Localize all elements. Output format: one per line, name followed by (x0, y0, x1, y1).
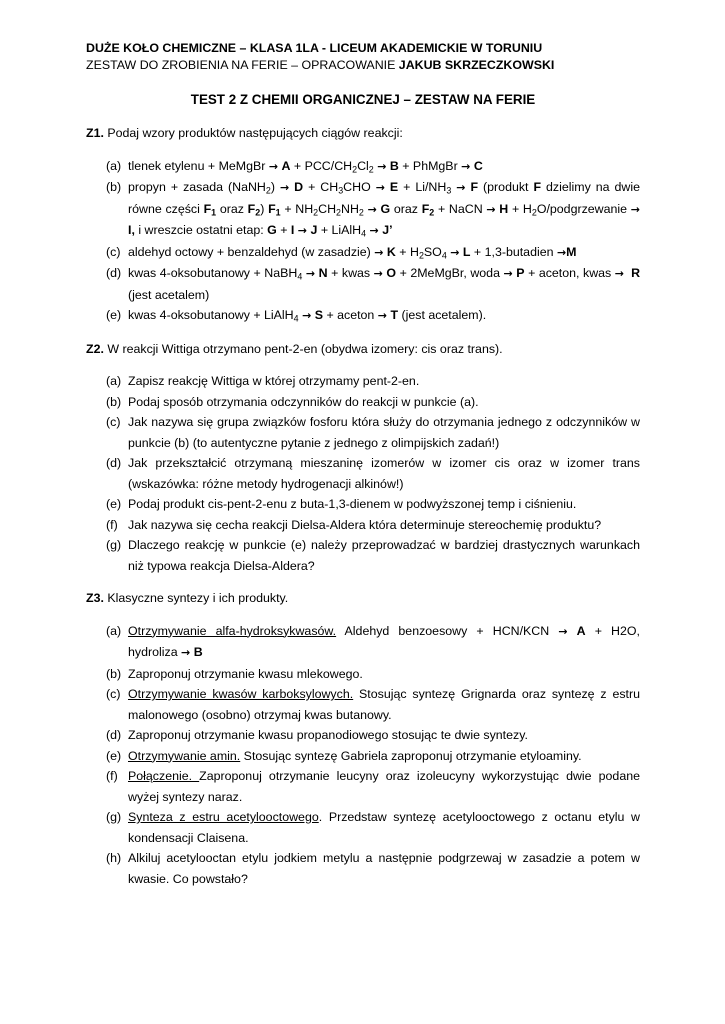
arrow-icon: → (450, 245, 460, 259)
item-label: (e) (106, 308, 122, 322)
list-item (86, 371, 640, 392)
arrow-icon: → (486, 202, 496, 216)
list-item (86, 453, 640, 494)
list-item (86, 392, 640, 413)
item-topic: Synteza z estru acetylooctowego (128, 810, 319, 824)
list-item (86, 515, 640, 536)
header-author: JAKUB SKRZECZKOWSKI (398, 58, 555, 72)
item-label: (g) (106, 810, 122, 824)
arrow-icon: → (461, 159, 471, 173)
item-label: (h) (106, 851, 122, 865)
document-header (86, 40, 640, 74)
item-label: (d) (106, 456, 122, 470)
item-topic: Połączenie. (128, 769, 200, 783)
item-text: Podaj sposób otrzymania odczynników do reakcji w punkcie (a). (128, 394, 479, 409)
list-item (86, 807, 640, 848)
question-z1-items (86, 156, 640, 327)
item-body: Stosując syntezę Grignarda oraz syntezę z estru malonowego (osobno) otrzymaj kwas butanowy. (128, 687, 641, 722)
item-label: (c) (106, 687, 121, 701)
list-item (86, 535, 640, 576)
arrow-icon: → (302, 309, 312, 322)
item-text: aldehyd octowy + benzaldehyd (w zasadzie) → $K + H_2SO_4 \to L$ + 1,3-butadien →M (128, 244, 577, 260)
arrow-icon: → (377, 159, 387, 173)
item-label: (a) (106, 374, 122, 388)
question-number: Z1. (86, 126, 104, 140)
question-text: W reakcji Wittiga otrzymano pent-2-en (obydwa izomery: cis oraz trans). (103, 341, 503, 356)
question-z3-heading (86, 588, 640, 609)
item-text: Dlaczego reakcję w punkcie (e) należy przeprowadzać w bardziej drastycznych warunkach niż typowa reakcja Dielsa-Aldera? (128, 538, 640, 573)
item-label: (g) (106, 538, 122, 552)
list-item (86, 494, 640, 515)
arrow-icon: → (377, 309, 387, 322)
item-text (128, 766, 640, 807)
item-text: Zaproponuj otrzymanie kwasu mlekowego. (128, 666, 363, 681)
header-line-1: DUŻE KOŁO CHEMICZNE – KLASA 1LA - LICEUM AKADEMICKIE W TORUNIU (86, 41, 543, 55)
list-item (86, 305, 640, 327)
item-body: + H2O, hydroliza (128, 623, 640, 659)
item-text (128, 807, 640, 848)
item-text (128, 684, 640, 725)
list-item (86, 263, 640, 305)
question-z2-items (86, 371, 640, 576)
arrow-icon: → (373, 267, 383, 280)
arrow-icon: → (279, 181, 290, 194)
item-label: (c) (106, 415, 121, 429)
item-text: kwas 4-oksobutanowy + NaBH$_4$ → N + kwas → O + 2MeMgBr, woda → P + aceton, kwas → R (jest acetalem) (128, 266, 641, 302)
list-item (86, 848, 640, 889)
question-text: Klasyczne syntezy i ich produkty. (103, 591, 289, 605)
question-z3-items (86, 621, 640, 890)
list-item (86, 177, 640, 242)
arrow-icon: → (614, 267, 624, 280)
item-label: (b) (106, 180, 122, 194)
arrow-icon: → (558, 624, 568, 638)
item-body: . Przedstaw syntezę acetylooctowego z octanu etylu w kondensacji Claisena. (128, 810, 641, 845)
list-item (86, 156, 640, 178)
question-z2-heading (86, 339, 640, 360)
item-label: (a) (106, 158, 122, 173)
list-item (86, 725, 640, 746)
arrow-icon: → (556, 245, 567, 259)
item-topic: Otrzymywanie amin. (128, 748, 241, 763)
item-body: Aldehyd benzoesowy + HCN/KCN (336, 623, 559, 638)
arrow-icon: → (367, 202, 377, 216)
item-text: Otrzymywanie alfa-hydroksykwasów. Aldehyd benzoesowy + HCN/KCN → A + H2O, hydroliza → B (128, 623, 640, 659)
item-label: (b) (106, 394, 122, 409)
arrow-icon: → (268, 159, 279, 173)
item-text: propyn + zasada (NaNH$_2$) → $D + CH_3CHO \to E + Li/NH_3 \to F$ (produkt F dzielimy na dwie równe części $F_1$ oraz $F_2$) $F_1 + NH_2CH_2NH_2 \to G$ oraz $F_2$ + NaCN → $H + H_2O$/podgrzewanie → I, i wreszcie ostatni etap: G + I → J + LiAlH$_4$ → J’ (128, 180, 640, 239)
arrow-icon: → (456, 181, 466, 194)
arrow-icon: → (305, 267, 316, 280)
item-text: Zaproponuj otrzymanie kwasu propanodiowego stosując te dwie syntezy. (128, 728, 528, 742)
item-label: (e) (106, 748, 122, 763)
item-text (128, 746, 640, 767)
item-text: tlenek etylenu + MeMgBr → A + PCC/$CH_2Cl_2 \to B$ + PhMgBr → C (128, 158, 483, 174)
item-text: Jak nazywa się cecha reakcji Dielsa-Aldera która determinuje stereochemię produktu? (128, 517, 602, 532)
question-number: Z3. (86, 591, 104, 605)
item-body: Stosując syntezę Gabriela zaproponuj otrzymanie etyloaminy. (240, 748, 582, 763)
item-topic: Otrzymywanie alfa-hydroksykwasów. (128, 623, 337, 638)
list-item (86, 242, 640, 264)
item-text: Zapisz reakcję Wittiga w której otrzymamy pent-2-en. (128, 374, 420, 388)
item-label: (d) (106, 728, 122, 742)
item-label: (f) (106, 517, 118, 532)
document-page (86, 40, 640, 889)
header-line-2 (86, 57, 640, 74)
list-item (86, 412, 640, 453)
item-label: (d) (106, 266, 122, 280)
list-item (86, 746, 640, 767)
list-item (86, 664, 640, 685)
item-text: Alkiluj acetylooctan etylu jodkiem metylu a następnie podgrzewaj w zasadzie a potem w kwasie. Co powstało? (128, 851, 640, 886)
list-item (86, 621, 640, 664)
arrow-icon: → (374, 245, 384, 259)
question-text: Podaj wzory produktów następujących ciągów reakcji: (103, 126, 403, 140)
item-body: Zaproponuj otrzymanie leucyny oraz izoleucyny wykorzystując dwie podane wyżej syntezy naraz. (128, 769, 640, 804)
question-z1-heading (86, 123, 640, 144)
page-title: TEST 2 Z CHEMII ORGANICZNEJ – ZESTAW NA FERIE (190, 92, 536, 107)
item-text: kwas 4-oksobutanowy + LiAlH$_4$ → S + aceton → T (jest acetalem). (128, 308, 487, 324)
item-label: (f) (106, 769, 118, 783)
list-item (86, 684, 640, 725)
arrow-icon: → (503, 267, 513, 280)
item-label: (b) (106, 666, 122, 681)
item-text: Jak nazywa się grupa związków fosforu która służy do otrzymania jednego z odczynników w punkcie (b) (to autentyczne pytanie z jednego z olimpijskich zadań!) (128, 415, 640, 450)
question-number: Z2. (86, 341, 104, 356)
arrow-icon: → (369, 224, 379, 237)
list-item (86, 766, 640, 807)
item-label: (e) (106, 497, 122, 511)
item-topic: Otrzymywanie kwasów karboksylowych. (128, 687, 354, 701)
arrow-icon: → (375, 181, 385, 194)
item-text: Podaj produkt cis-pent-2-enu z buta-1,3-dienem w podwyższonej temp i ciśnieniu. (128, 497, 577, 511)
item-label: (a) (106, 623, 122, 638)
item-text: Jak przekształcić otrzymaną mieszaninę izomerów w izomer cis oraz w izomer trans (wskazówka: różne metody hydrogenacji alkinów!) (128, 456, 640, 491)
header-line-2-prefix: ZESTAW DO ZROBIENIA NA FERIE – OPRACOWANIE (86, 58, 399, 72)
arrow-icon: → (297, 224, 308, 237)
arrow-icon: → (181, 646, 191, 659)
item-label: (c) (106, 244, 121, 259)
arrow-icon: → (630, 202, 640, 216)
